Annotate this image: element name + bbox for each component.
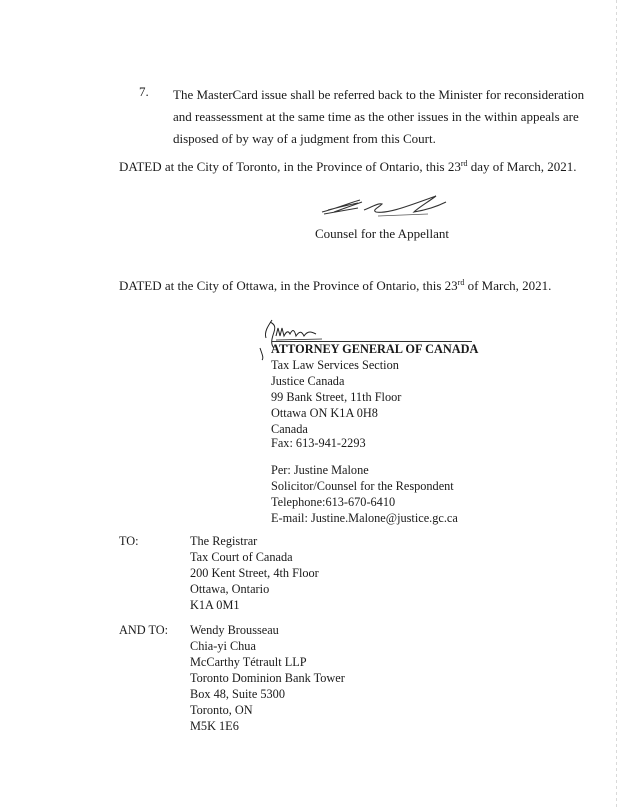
ordinal-suffix: rd xyxy=(460,159,468,168)
item-7-text xyxy=(173,84,584,150)
dated-appellant-line xyxy=(119,159,577,175)
recipient-line: K1A 0M1 xyxy=(190,598,240,612)
recipient-line: Chia-yi Chua xyxy=(190,639,256,653)
recipient-line: Toronto, ON xyxy=(190,703,253,717)
appellant-counsel-caption: Counsel for the Appellant xyxy=(315,226,449,241)
item-number: 7. xyxy=(139,84,149,99)
to-recipient xyxy=(190,533,319,613)
item-7-line: and reassessment at the same time as the other issues in the within appeals are xyxy=(173,109,579,124)
address-line: Justice Canada xyxy=(271,374,345,388)
contact-line: E-mail: Justine.Malone@justice.gc.ca xyxy=(271,511,458,525)
recipient-line: Ottawa, Ontario xyxy=(190,582,270,596)
recipient-line: M5K 1E6 xyxy=(190,719,239,733)
address-line: Canada xyxy=(271,422,308,436)
address-line: 99 Bank Street, 11th Floor xyxy=(271,390,402,404)
appellant-signature xyxy=(318,190,453,220)
to-label: TO: xyxy=(119,534,139,548)
and-to-label: AND TO: xyxy=(119,623,169,637)
respondent-contact xyxy=(271,462,458,526)
address-line: Ottawa ON K1A 0H8 xyxy=(271,406,378,420)
dated-text: of March, 2021. xyxy=(464,278,552,293)
contact-line: Solicitor/Counsel for the Respondent xyxy=(271,479,454,493)
recipient-line: McCarthy Tétrault LLP xyxy=(190,655,307,669)
recipient-line: Tax Court of Canada xyxy=(190,550,293,564)
and-to-recipient xyxy=(190,622,345,734)
scan-edge-line xyxy=(616,0,617,808)
dated-text: DATED at the City of Ottawa, in the Province of Ontario, this 23 xyxy=(119,278,458,293)
recipient-line: Toronto Dominion Bank Tower xyxy=(190,671,345,685)
respondent-block xyxy=(271,341,478,437)
recipient-line: 200 Kent Street, 4th Floor xyxy=(190,566,319,580)
respondent-org: ATTORNEY GENERAL OF CANADA xyxy=(271,342,479,356)
recipient-line: The Registrar xyxy=(190,534,258,548)
item-7-line: The MasterCard issue shall be referred back to the Minister for reconsideration xyxy=(173,87,585,102)
address-line: Tax Law Services Section xyxy=(271,358,399,372)
recipient-line: Wendy Brousseau xyxy=(190,623,279,637)
dated-text: DATED at the City of Toronto, in the Province of Ontario, this 23 xyxy=(119,159,461,174)
ordinal-suffix: rd xyxy=(457,278,465,287)
item-7-line: disposed of by way of a judgment from this Court. xyxy=(173,131,436,146)
dated-text: day of March, 2021. xyxy=(467,159,577,174)
recipient-line: Box 48, Suite 5300 xyxy=(190,687,285,701)
respondent-fax: Fax: 613-941-2293 xyxy=(271,436,366,450)
contact-line: Per: Justine Malone xyxy=(271,463,369,477)
contact-line: Telephone:613-670-6410 xyxy=(271,495,396,509)
dated-respondent-line xyxy=(119,278,551,294)
